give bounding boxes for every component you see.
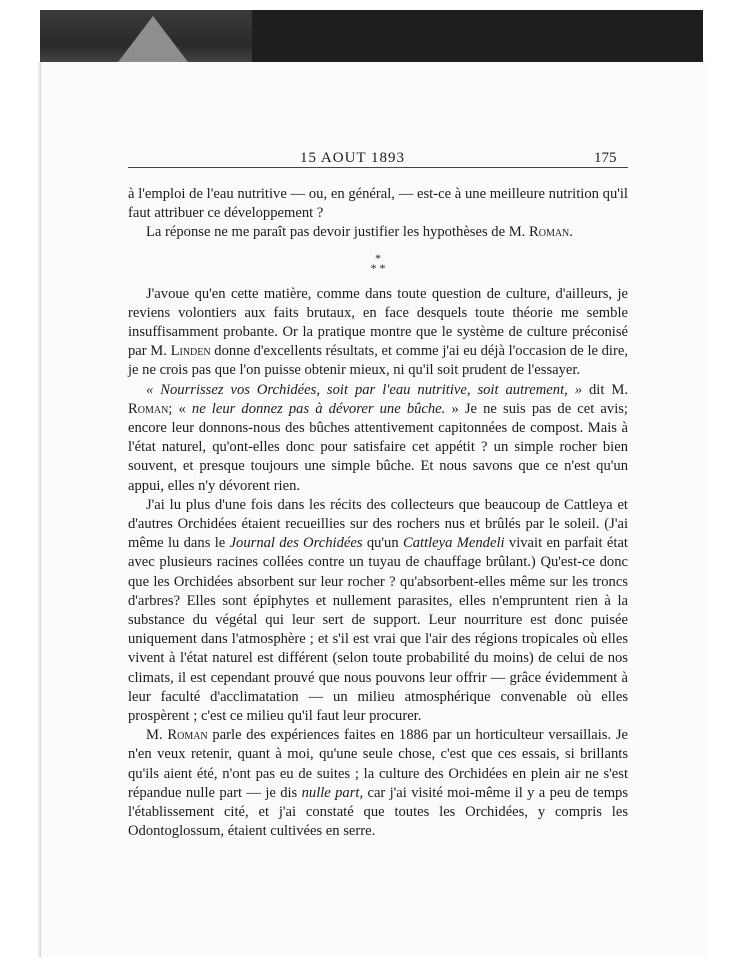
author-name: Roman bbox=[128, 400, 169, 417]
paragraph-text: qu'un bbox=[366, 535, 399, 552]
quote-text: ne leur donnez pas à dévorer une bûche. bbox=[191, 400, 446, 417]
paragraph bbox=[128, 185, 628, 223]
paragraph-text: à l'emploi de l'eau nutritive — ou, en général, — est-ce à une meilleure nutrition qu'il faut attribuer ce développement ? bbox=[128, 186, 628, 222]
page-number: 175 bbox=[594, 150, 617, 166]
emphasis-text: nulle part, bbox=[301, 784, 364, 801]
species-name: Cattleya Mendeli bbox=[402, 535, 505, 552]
header-rule bbox=[128, 167, 628, 168]
paragraph bbox=[128, 726, 628, 841]
paragraph-text: » Je ne suis pas de cet avis; encore leur donnons-nous des bûches attentivement capitonnées de compost. Mais à l'état naturel, qu'ont-elles donc pour satisfaire cet appétit ? un simple rocher bien souvent, et presque toujours une simple bûche. Et nous savons que ce n'est qu'un appui, elles n'y dévorent rien. bbox=[128, 400, 628, 494]
paragraph-text: La réponse ne me paraît pas devoir justifier les hypothèses de M. bbox=[146, 224, 526, 241]
scanner-edge bbox=[40, 10, 703, 68]
paragraph-text: ; « bbox=[168, 400, 186, 417]
person-name: Linden bbox=[170, 343, 211, 360]
paragraph-text: donne d'excellents résultats, et comme j'ai eu déjà l'occasion de le dire, je ne crois pas que l'on puisse obtenir mieux, ni qu'il soit prudent de l'essayer. bbox=[128, 343, 628, 379]
asterism bbox=[128, 250, 628, 275]
paragraph bbox=[128, 223, 628, 242]
author-name: Roman bbox=[167, 727, 208, 744]
paragraph bbox=[128, 285, 628, 381]
paragraph-text: parle des expériences faites en 1886 par un horticulteur versaillais. Je n'en veux retenir, quant à moi, qu'une seule chose, c'est que ces essais, si brillants qu'ils aient été, n'ont pas eu de suites ; la culture des Orchidées en plein air ne s'est répandue nulle part — je dis bbox=[128, 727, 628, 801]
asterism-top: * bbox=[375, 250, 381, 265]
paragraph-text: car j'ai visité moi-même il y a peu de temps l'établissement cité, et j'ai constaté que toutes les Orchidées, y compris les Odontoglossum, étaient cultivées en serre. bbox=[128, 784, 629, 840]
paragraph-text: J'avoue qu'en cette matière, comme dans toute question de culture, d'ailleurs, je reviens volontiers aux faits brutaux, en face desquels toute théorie me semble insuffisamment probante. Or la pratique montre que le système de culture préconisé par M. bbox=[128, 285, 628, 360]
scanner-dark-area bbox=[252, 10, 703, 68]
body-text bbox=[128, 185, 628, 842]
asterism-bottom: * * bbox=[370, 260, 386, 275]
scanner-shadow-shape bbox=[115, 16, 191, 66]
quote-text: « Nourrissez vos Orchidées, soit par l'eau nutritive, soit autrement, » bbox=[146, 381, 583, 398]
paragraph-text: J'ai lu plus d'une fois dans les récits des collecteurs que beaucoup de Cattleya et d'autres Orchidées étaient recueillies sur des rochers nus et brûlés par le soleil. (J'ai même lu dans le bbox=[128, 496, 628, 552]
paragraph-text: vivait en parfait état avec plusieurs racines collées contre un tuyau de chauffage brûlant.) Qu'est-ce donc que les Orchidées absorbent sur leur rocher ? qu'absorbent-elles même sur les troncs d'arbres? Elles sont épiphytes et nullement parasites, elles n'empruntent rien à la substance du végétal qui leur sert de support. Leur nourriture est donc puisée uniquement dans l'atmosphère ; et s'il est vrai que l'air des régions tropicales où elles vivent à l'état naturel est différent (selon toute probabilité du moins) de celui de nos climats, il est cependant prouvé que nous pouvons leur offrir — grâce évidemment à leur faculté d'acclimatation — un milieu atmosphérique convenable où elles prospèrent ; c'est ce milieu qu'il faut leur procurer. bbox=[128, 535, 628, 725]
journal-title: Journal des Orchidées bbox=[229, 535, 363, 552]
running-title: 15 AOUT 1893 bbox=[300, 150, 406, 166]
paragraph-text: M. bbox=[146, 727, 163, 744]
paragraph bbox=[128, 381, 628, 496]
author-name: Roman bbox=[528, 224, 570, 241]
paragraph-text: dit M. bbox=[589, 381, 628, 398]
paragraph bbox=[128, 496, 628, 726]
paragraph-text: . bbox=[569, 224, 573, 241]
